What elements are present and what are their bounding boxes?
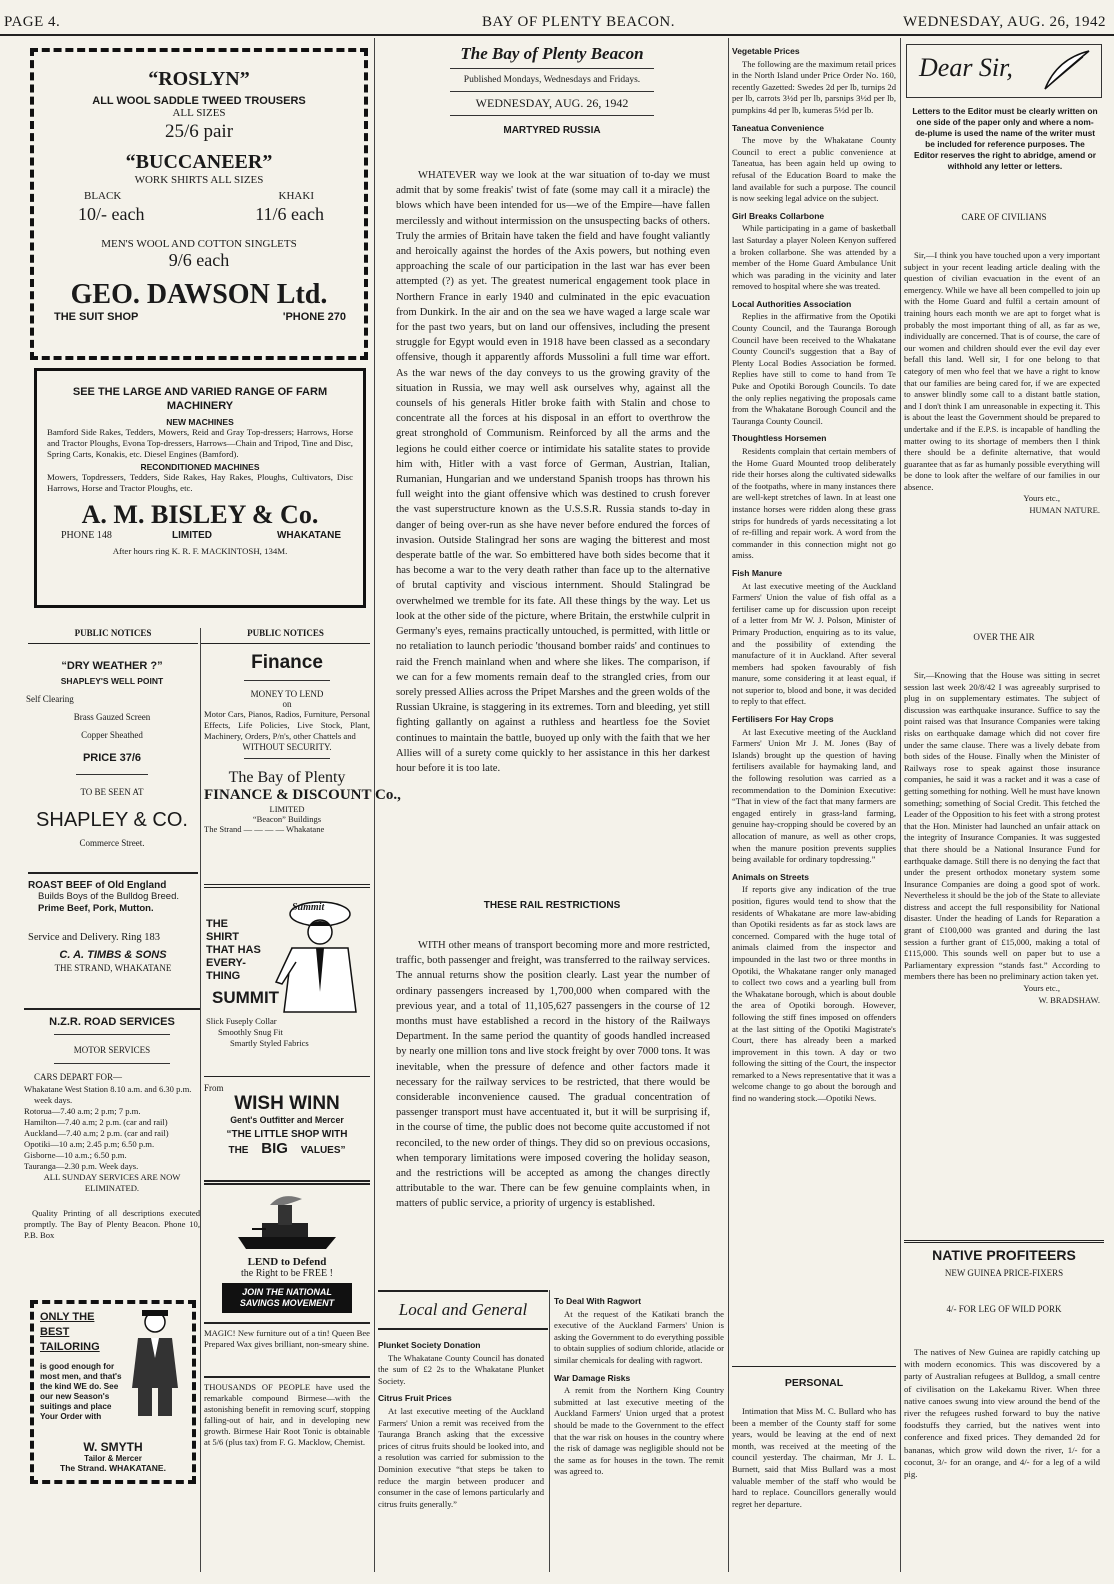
schedule-row: Opotiki—10 a.m; 2.45 p.m; 6.50 p.m. [24,1139,155,1149]
quill-pen-icon [1037,49,1093,93]
ad-headline: ROAST BEEF of Old England [28,880,167,891]
smyth-name: W. SMYTH [83,1440,143,1454]
ad-line: Tailor & Mercer [84,1454,142,1463]
item-heading: Girl Breaks Collarbone [732,210,825,221]
letter-text: Sir,—I think you have touched upon a very important subject in your recent leading article dealing with the question of civilian evacuation in the event of an emergency. While we have all been compelled to join up with the Home Guard and fulfil a certain amount of training hours each month we are apt to forget what is probably the most important thing of all, as far as we, individually are concerned. That is of course, the care of our women and children should ever the evil day ever befall this land. Well sir, I for one belong to that category of men who feel that we have a right to know that our families are being cared for, if we are expected to answer blindly some call to a distant battle station, and I don't think I am unreasonable in expecting it. This is about the least the Government should be prepared to undertake and if the E.P.S. is incapable of handling the matter owing to its shortage of members then I think there should be a definite alternative, that would guarantee that as far as humanly possible everything will be done to look after the welfare of our families in our absence. [904,250,1100,492]
item-heading: Taneatua Convenience [732,122,824,133]
ad-line: WHAKATANE [276,530,341,541]
shapley-advert [26,654,198,864]
letter-text: Sir,—Knowing that the House was sitting in secret session last week 20/8/42 I was agreeably surprised to plug in on supplementary estimates. The subject of discussion was earthquake insurance. Suffice to say the point raised was that Insurance Companies were taking risks on earthquake damage which did not cover fire under the same clause. There was a lively debate from both sides of the House. Finally when the Minister of Railways rose to speak against those insurance companies, he said it was a racket and it was a case of getting something for nothing. Well he must have known something; something of Social Credit. This fetched the Leader of the Opposition to his feet with a strong protest that the Hon. Minister had launched an unfair attack on the integrity of Insurance Companies. It was suggested that there should be a National Insurance Fund for earthquake damage. Still there is no denying the fact that under the present orthodox monetary system some Insurance Companies are doing a good spot of work. Nevertheless it should be the job of the State to alleviate distress and accept the full responsibility for National disaster. Under the heading of Lands for Reparation a grant of £100,000 was granted and during the last session a further grant of £15,000, making a total of £115,000. This sounds well on paper but to use a Parliamentary expression “stands fast.” According to members there has been no preliminary action taken yet. [904,670,1100,982]
item-text: Intimation that Miss M. C. Bullard who has been a member of the County staff for some years, would be leaving at the end of next month, was received at the meeting of the council yesterday. The chairman, Mr J. L. Burnett, said that Miss Bullard was a most valuable member of the staff who would be hard to replace. Councillors generally would regret her departure. [732,1406,896,1509]
item-text: Replies in the affirmative from the Opotiki County Council, and the Tauranga Borough Council have been received to the Whakatane County Council's suggestion that a Bay of Plenty Local Bodies Association be formed. Replies have still to come to hand from Te Puke and Opotiki Borough Councils. To date the only replies negativing the proposals came from the Whakatane Borough Council and the Tauranga County Council. [732,311,896,426]
ad-line: BEST [40,1326,70,1338]
column-divider [728,38,729,1572]
item-text: Residents complain that certain members of the Home Guard Mounted troop deliberately ride their horses along the cultivated sidewalks of the footpaths, where in many instances there are well-kept stretches of lawn. In at least one instance horses were ridden along these grass strips for hundreds of yards necessitating a lot of re-filling and repair work. A word from the commander in this connection might not go amiss. [732,446,896,561]
schedule-row: Whakatane West Station 8.10 a.m. and 6.30 p.m. week days. [24,1084,192,1105]
subcolumn-divider [200,628,201,1572]
local-general-left [378,1334,544,1574]
item-text: At the request of the Katikati branch the executive of the Auckland Farmers' Union is asking the Government to do everything possible to obtain supplies of sodium chloride, atlacide or similar chemicals for dealing with ragwort. [554,1308,724,1365]
ad-line: TAILORING [40,1341,100,1353]
ad-line: SUMMIT [212,988,280,1007]
letter-care-of-civilians [904,250,1100,602]
ad-text: is good enough for most men, and that's the kind WE do. See our new Season's suitings and place Your Order with [40,1362,122,1421]
ad-line: Commerce Street. [79,838,145,848]
ad-line: Slick Fuseply Collar [206,1016,277,1026]
page-number: PAGE 4. [4,14,61,30]
ad-line: VALUES” [300,1145,346,1156]
profiteers-article [904,1346,1100,1576]
item-text: The Whakatane County Council has donated the sum of £2 2s to the Whakatane Plunket Society. [378,1352,544,1386]
ad-line: The Strand — — — — Whakatane [204,824,325,834]
tailor-figure-icon [122,1308,188,1418]
magic-advert: MAGIC! New furniture out of a tin! Queen Bee Prepared Wax gives brilliant, non-smeary shine. [204,1322,370,1370]
ad-headline: N.Z.R. ROAD SERVICES [49,1016,175,1028]
ad-line: Builds Boys of the Bulldog Breed. [38,891,180,902]
editorial-title: MARTYRED RUSSIA [503,125,601,136]
ad-line: MEN'S WOOL AND COTTON SINGLETS [101,238,297,250]
letter-signature: HUMAN NATURE. [1029,505,1100,516]
ad-line: TO BE SEEN AT [80,787,144,797]
item-text: At last executive meeting of the Auckland Farmers' Union a remit was received from the Tauranga Branch asking that the excessive prices of citrus fruits should be looked into, and a resolution was carried for submission to the Dominion executive “that steps be taken to reduce the margin between producer and consumer in the case of lemons particularly and citrus fruits generally.” [378,1405,544,1509]
finance-name: The Bay of Plenty [228,769,346,786]
ad-line: WITHOUT SECURITY. [242,742,332,752]
notices-label: PUBLIC NOTICES [201,628,370,644]
letters-logo-box [906,44,1102,98]
ad-line: Prime Beef, Pork, Mutton. [38,903,154,914]
profiteers-subhead: 4/- FOR LEG OF WILD PORK [946,1304,1062,1314]
price: 25/6 pair [164,121,234,142]
column-divider [374,38,375,1572]
item-heading: Plunket Society Donation [378,1340,481,1350]
notices-label: PUBLIC NOTICES [28,628,198,644]
item-heading: To Deal With Ragwort [554,1296,642,1306]
profiteers-subhead: NEW GUINEA PRICE-FIXERS [944,1268,1064,1278]
ad-line: BLACK [84,190,122,202]
item-heading: Animals on Streets [732,871,809,882]
ad-headline: “DRY WEATHER ?” [61,660,163,672]
ad-line: The Strand. WHAKATANE. [60,1463,166,1473]
letter-signoff: Yours etc., [1023,983,1060,994]
paper-name: BAY OF PLENTY BEACON. [482,14,676,30]
winn-name: WISH WINN [234,1093,340,1114]
ad-headline: THE SHIRT THAT HAS EVERY-THING [206,918,261,982]
summit-logo: Summit [292,902,325,913]
smyth-advert [30,1300,196,1484]
savings-banner: JOIN THE NATIONAL SAVINGS MOVEMENT [222,1283,352,1313]
ad-line: Smartly Styled Fabrics [230,1038,309,1048]
finance-name: FINANCE & DISCOUNT Co., [204,787,401,803]
item-heading: War Damage Risks [554,1372,631,1383]
finance-advert [204,644,401,876]
savings-advert [204,1180,370,1316]
page-header [0,8,1114,36]
dear-sir-logo: Dear Sir, [919,53,1013,82]
item-text: The move by the Whakatane County Council to erect a public convenience at Taneatua, has been again held up owing to refusal of the Education Board to make the land available for such a purpose. The council is now seeking legal advice on the subject. [732,135,896,204]
ad-line: “THE LITTLE SHOP WITH [226,1129,348,1140]
schedule-row: Tauranga—2.30 p.m. Week days. [24,1161,139,1171]
ad-line: LEND to Defend [247,1256,327,1268]
ad-subhead: RECONDITIONED MACHINES [140,462,260,472]
ad-line: Copper Sheathed [81,730,143,740]
ad-line: ONLY THE [40,1311,95,1323]
ad-headline: Finance [251,652,323,673]
printing-notice: Quality Printing of all descriptions executed promptly. The Bay of Plenty Beacon. Phone 10, P.B. Box [24,1208,200,1240]
item-text: At last Executive meeting of the Auckland Farmers' Union Mr J. M. Jones (Bay of Islands) brought up the question of having fertilisers available for haymaking land, and the following resolution was carried as a recommendation to the Dominion Executive: “That in view of the fact that many farmers are engaged entirely in grass-land farming, genuine hay-cropping should be covered by an allocation of manure, as well as other crops, when the manure position prevents supplies being available for ordinary topdressing.” [732,726,896,865]
section-title: Local and General [398,1300,528,1319]
ad-line: on [282,699,292,709]
ad-line: LIMITED [172,530,212,541]
ad-text: Mowers, Topdressers, Tedders, Side Rakes, Hay Rakes, Ploughs, Cultivators, Disc Harrows, Horse and Tractor Ploughs, etc. [47,472,353,493]
schedule-row: Gisborne—10 a.m.; 6.50 p.m. [24,1150,127,1160]
ad-line: ALL SUNDAY SERVICES ARE NOW ELIMINATED. [43,1172,181,1193]
ad-line: Service and Delivery. Ring 183 [28,932,160,943]
bisley-advert [34,368,366,608]
personal-column [732,1406,896,1576]
ad-line: Self Clearing [26,694,74,704]
letter-title: OVER THE AIR [973,632,1035,642]
profiteers-title: NATIVE PROFITEERS [904,1240,1104,1264]
item-text: If reports give any indication of the true position, figures would tend to show that the residents of Whakatane are more law-abiding than Opotiki residents as far as stock laws are concerned. Compared with the huge total of animals claimed from the inspector and impounded in the last two or three months in Opotiki, the Whakatane ranger only managed to collect two cows and a yearling bull from the Whakatane borough, which is about double the area of Opotiki borough. However, following the stiff fines imposed on offenders at the last sitting of the Opotiki Magistrate's Court, there has already been a marked improvement in this town. A day or two following the sitting of the Court, the inspector remarked to a News representative that it was a welcome change to go about the borough and find no wandering stock.—Opotiki News. [732,884,896,1104]
item-text: A remit from the Northern King Country submitted at last executive meeting of the Auckland Farmers' Union urged that a protest should be made to the Government to the effect that the war risk on houses in the country where the risk of damage was negligible should not be the same as for houses in the town. The remit was agreed to. [554,1385,724,1477]
timbs-advert [28,872,198,1012]
ad-line: MOTOR SERVICES [73,1045,151,1055]
ad-line: THE STRAND, WHAKATANE [54,963,172,973]
ad-line: Smoothly Snug Fit [218,1027,283,1037]
ad-line: SHAPLEY'S WELL POINT [60,676,164,686]
letter-over-the-air [904,670,1100,1240]
ad-line: KHAKI [278,190,314,202]
birmese-advert: THOUSANDS OF PEOPLE have used the remarkable compound Birmese—with the astonishing benefit in removing scurf, stopping falling-out of hair, and in developing new growth. Birmese Hair Root Tonic is obtainable at 5/6 (plus tax) from F. G. Macklow, Chemist. [204,1376,370,1484]
price: 10/- each [78,204,145,224]
schedule-list [24,1084,200,1172]
shapley-name: SHAPLEY & CO. [36,809,188,831]
ad-line: From [204,1083,224,1093]
schedule-row: Rotorua—7.40 a.m; 2 p.m; 7 p.m. [24,1106,141,1116]
warship-icon [232,1193,342,1251]
subcolumn-divider [549,1290,550,1572]
ad-line: LIMITED [269,804,305,814]
ad-line: 'PHONE 270 [282,311,346,323]
item-heading: Thoughtless Horsemen [732,433,827,444]
ad-subhead: NEW MACHINES [166,417,234,427]
ad-line: “Beacon” Buildings [252,814,322,824]
article-text: The natives of New Guinea are rapidly catching up with modern economics. This was discovered by a party of Australian refugees at Bulldog, a small centre of civilisation on the Lakekamu River. When three native canoes swung into view around the bend of the river the refugees rushed forward to buy the native foodstuffs they carried, but the natives went into conference and fixed prices. They demanded 2d for bananas, which grow wild down the river, 1/- for a coconut, 3/- for an orange, and 4/- for a leg of a wild pig. [904,1347,1100,1480]
dawson-advert [30,48,368,360]
ad-line: ALL WOOL SADDLE TWEED TROUSERS [92,95,306,107]
ad-text: Bamford Side Rakes, Tedders, Mowers, Reid and Gray Top-dressers; Harrows, Horse and Tractor Ploughs, Evona Top-dressers, Harrows—Chain and Tripod, Tine and Disc, Spring Carts, Konakis, etc. Diesel Engines (Bamford). [47,427,353,459]
ad-line: THE [228,1145,249,1156]
ad-line: Gent's Outfitter and Mercer [230,1115,344,1125]
ad-line: THE SUIT SHOP [54,311,139,323]
item-text: While participating in a game of basketball last Saturday a player Noleen Kenyon suffered a broken collarbone. She was attended by a member of the Home Guard Ambulance Unit which was parading in the vicinity and later removed to hospital where she was treated. [732,223,896,292]
editorial-rail-restrictions [396,938,710,1266]
letter-signature: W. BRADSHAW. [1038,994,1100,1005]
news-column [732,40,896,1360]
ad-line: BIG [261,1140,288,1157]
masthead-title: The Bay of Plenty Beacon [460,44,644,63]
ad-line: ALL SIZES [172,107,226,119]
letter-signoff: Yours etc., [1023,493,1060,504]
ad-line: After hours ring K. R. F. MACKINTOSH, 134M. [112,546,288,556]
ad-line: the Right to be FREE ! [241,1268,333,1279]
ad-text: Motor Cars, Pianos, Radios, Furniture, Personal Effects, Life Policies, Live Stock, Plant, Machinery, Orders, P/n's, other Chattels and [204,709,370,741]
item-text: The following are the maximum retail prices in the North Island under Price Order No. 160, recently Gazetted: Swedes 2d per lb, turnips 2d per lb, carrots 3½d per lb, parsnips 3½d per lb, pumpkins 4d per lb, kumeras 5½d per lb. [732,58,896,115]
ad-line: WORK SHIRTS ALL SIZES [134,174,264,186]
masthead-date: WEDNESDAY, AUG. 26, 1942 [475,96,629,110]
winn-advert [204,1076,370,1176]
header-date: WEDNESDAY, AUG. 26, 1942 [903,14,1106,30]
ad-line: MONEY TO LEND [250,689,324,699]
ad-headline: SEE THE LARGE AND VARIED RANGE OF FARM MACHINERY [72,386,328,412]
item-heading: Vegetable Prices [732,46,800,56]
letters-rules: Letters to the Editor must be clearly written on one side of the paper only and where a nom-de-plume is used the name of the writer must be included for reference purposes. The Editor reserves the right to abridge, amend or withhold any letter or letters. [912,106,1098,171]
dawson-name: GEO. DAWSON Ltd. [70,279,328,310]
letter-title: CARE OF CIVILIANS [961,212,1047,222]
summit-advert [204,884,370,1070]
editorial-paragraph: WITH other means of transport becoming more and more restricted, traffic, both passenger and freight, was transferred to the railway services. The annual returns show the position clearly. Last year the number of ordinary passengers increased by 1,700,000 when compared with the previous year, and a total of 11,105,627 passengers in the course of 12 months must have established a record in the history of the Railways Department. In the same period the quantity of goods handled increased by nearly one million tons and live stock freight by over 7000 tons. It was inevitable, when the pressure of defence and other factors made it necessary for the railway services to be restricted, that there would be considerable inconvenience caused. The gradual concentration of passenger transport must have accentuated it, but it will be surprising if, in the course of time, the public does not become quite accustomed if not reconciled, to the new order of things. They did so on previous occasions, when temporary limitations were imposed covering the holiday season, and the restrictions will be accepted as among the changes directly attributable to the war. There can be few genuine complaints when, in matters of public service, a priority of urgency is established. [396,940,710,1210]
personal-title: PERSONAL [732,1366,896,1396]
local-general-right [554,1290,724,1574]
column-divider [900,38,901,1572]
price: 9/6 each [168,250,230,270]
masthead [380,40,724,148]
item-heading: Citrus Fruit Prices [378,1393,452,1404]
schedule-row: Auckland—7.40 a.m; 2 p.m. (car and rail) [24,1128,169,1138]
item-heading: Fish Manure [732,567,783,578]
ad-line: PHONE 148 [61,530,112,541]
roslyn-heading: “ROSLYN” [148,68,250,90]
item-text: At last executive meeting of the Auckland Farmers' Union the value of fish offal as a fertiliser came up for discussion upon receipt of a letter from Mr W. J. Polson, Minister of Primary Production, enquiring as to its value, and the possibility of extending the manufacture of it in Auckland. After several members had spoken favourably of fish manure, some considering it at least equal, if not superior to, blood and bone, it was decided to reply to that effect. [732,580,896,707]
local-general-banner [378,1290,548,1330]
schedule-row: Hamilton—7.40 a.m; 2 p.m. (car and rail) [24,1117,168,1127]
ad-line: CARS DEPART FOR— [34,1072,122,1082]
editorial-martyred-russia [396,168,710,849]
item-heading: Fertilisers For Hay Crops [732,714,834,725]
buccaneer-heading: “BUCCANEER” [125,151,273,173]
editorial-paragraph: WHATEVER way we look at the war situation of to-day we must admit that by some freakis' twist of fate (some may call it a miracle) the blows which have been intended for us—we of the Empire—have fallen mercilessly and without intermission on the unsuspecting backs of others. Truly the armies of Britain have taken the field and have fought valiantly and heroically against the hordes of the Axis powers, but nothing even approaching the scale of our participation in the last war has ever been attempted (?) as yet. The greatest numerical engagement took place in Northern France in early 1940 and culminated in the epic evacuation from Dunkirk. In the air and on the sea we have waged a large scale war for the past two years, but on land our offensives, including the present struggle for Egypt would even in 1918 have been classed as a secondary offensive, though it apparently affords Mussolini a full time war effort. As the war news of the day conveys to us the growing gravity of the situation in Russia, we may well ask ourselves why, against all the counsels of his generals Hitler broke faith with Stalin and chose to concentrate all the forces at his disposal in an effort to overthrow the great stronghold of Communism. Reinforced by all the arms and the legions he could either coerce or intimidate his satalite states to provide him with, Hitler with a vast force of German, Austrian, Italian, Rumanian, Hungarian and we understand Spanish troops has thrown his full weight into the giant offensive which was destined to crush forever the vast superstructure known as the U.S.S.R. Russia stands to-day in danger of being over-run as she have never before endured the forces of invasion. Outside Stalingrad her sons are waging the bitterest and most desperate battle of the war. So embittered have both sides become that it has become a war to the very death rather than face up to the alternative of brutal captivity and viscious internment. Should Stalingrad be overwhelmed we tremble for its fate. All these things by the way. Let us look at the other side of the picture, where Britain, the erstwhile culprit in Germany's eyes, remains practically untouched, is permitted, with little or no retaliation to launch periodic 'thousand bomber raids' and continues to raid the French mainland when and where she likes. The comparison, if we can for a few moments remain deaf to the strangled cries, from our sorely pressed Allies across the Pripet Marshes and the green wolds of the Russian Ukraine, is staggering in its extremes. Torn and bleeding, yet still fighting gallantly on against a ruthless and heartless foe the Soviet continues to maintain the battle, buoyed up only with the faith that we her Allies will of a surety come quickly to her assistance in this her darkest hour before it is too late. [396,170,710,774]
timbs-name: C. A. TIMBS & SONS [59,949,167,961]
bisley-name: A. M. BISLEY & Co. [81,500,319,529]
editorial-title: THESE RAIL RESTRICTIONS [483,900,621,911]
price: PRICE 37/6 [82,752,142,764]
masthead-publication: Published Mondays, Wednesdays and Fridays. [463,75,641,85]
nzr-advert [24,1008,200,1288]
ad-line: Brass Gauzed Screen [73,712,151,722]
item-heading: Local Authorities Association [732,298,852,309]
price: 11/6 each [255,204,324,224]
